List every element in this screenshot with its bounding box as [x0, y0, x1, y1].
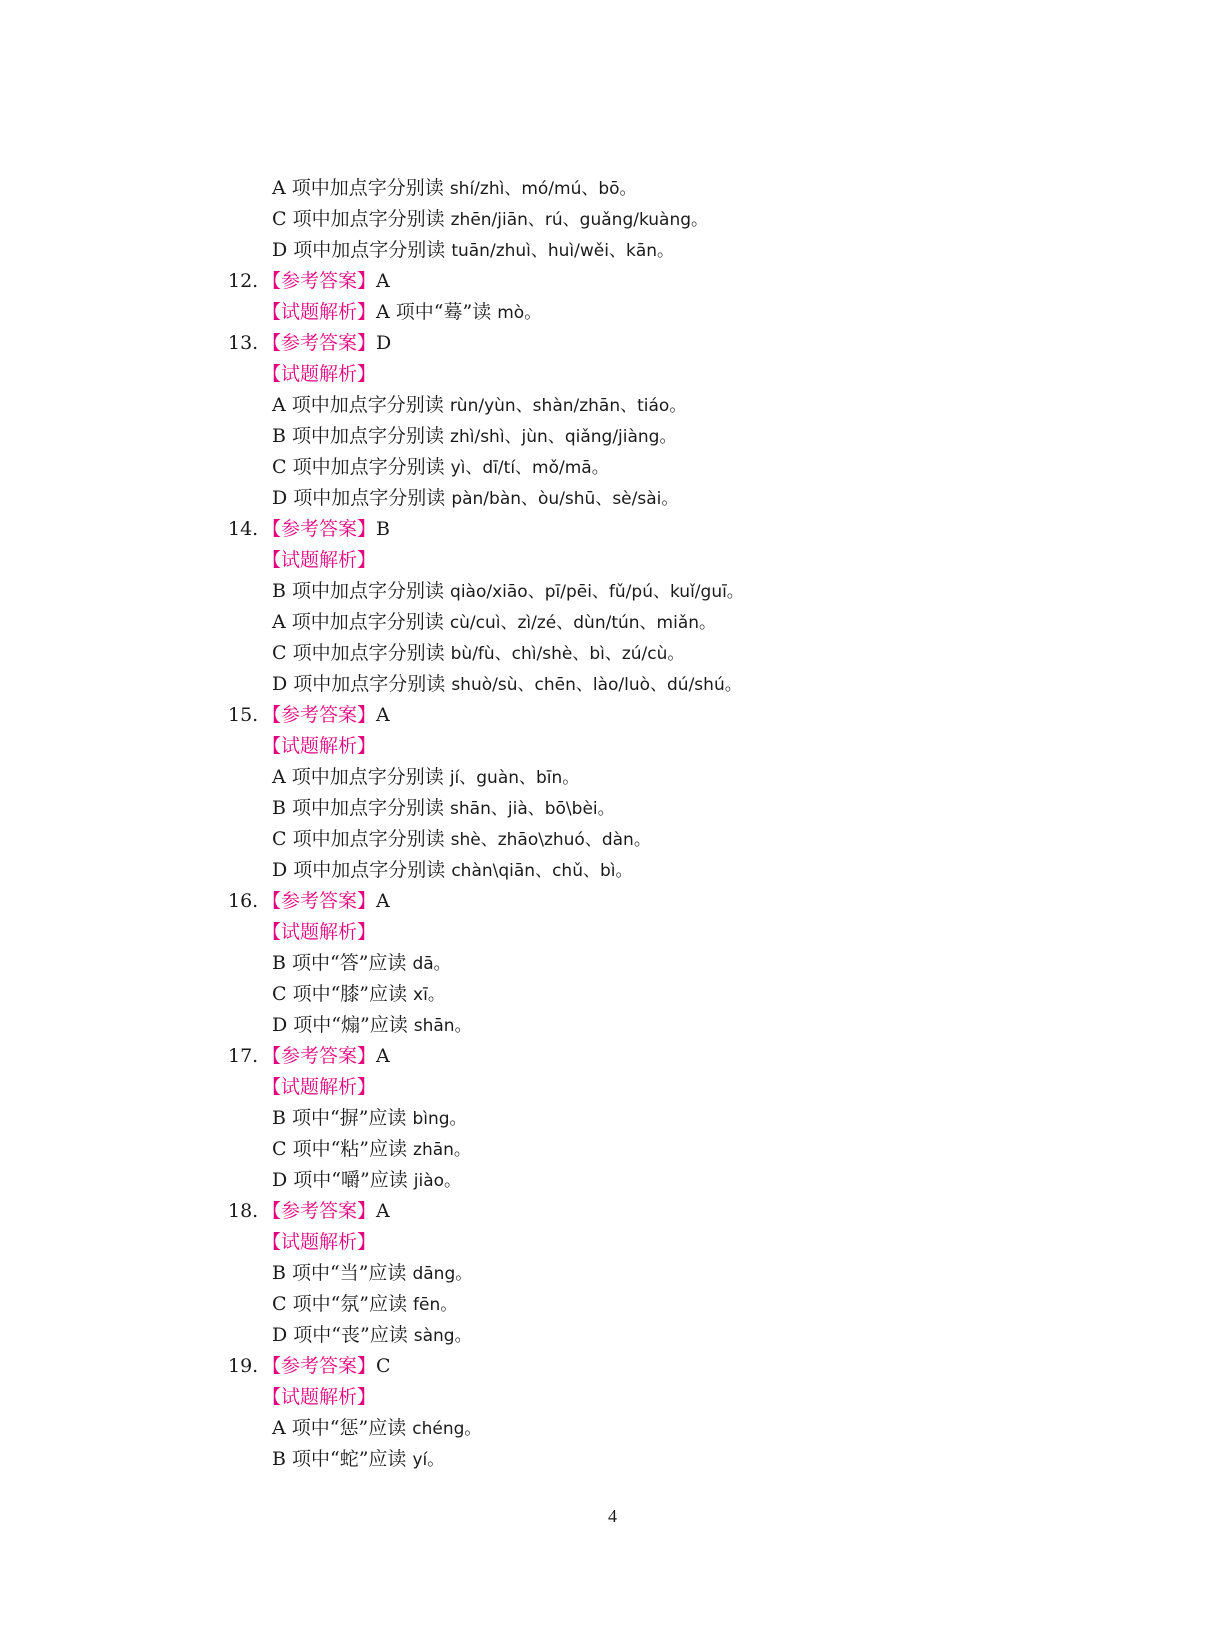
analysis-text: A 项中“蓦”读	[376, 301, 498, 323]
answer-choice: A	[376, 1045, 390, 1067]
question-number: 12.	[228, 270, 259, 292]
explanation-line	[272, 765, 579, 790]
explanation-line	[272, 238, 674, 263]
option-text: C 项中“氛”应读	[272, 1293, 414, 1315]
pinyin-text: zhēn/jiān、rú、guǎng/kuàng。	[450, 210, 709, 230]
pinyin-text: sàng。	[413, 1326, 472, 1346]
analysis-label: 【试题解析】	[262, 301, 377, 323]
question-number: 18.	[228, 1200, 259, 1222]
explanation-line	[272, 827, 651, 852]
explanation-line	[272, 455, 609, 480]
analysis-label: 【试题解析】	[262, 549, 377, 571]
analysis-line	[262, 920, 376, 944]
option-text: C 项中“粘”应读	[272, 1138, 414, 1160]
option-text: C 项中加点字分别读	[272, 456, 451, 478]
pinyin-text: zhān。	[413, 1140, 471, 1160]
option-text: D 项中“嚼”应读	[272, 1169, 414, 1191]
answer-choice: A	[376, 890, 390, 912]
reference-answer-label: 【参考答案】	[262, 1045, 377, 1067]
option-text: A 项中加点字分别读	[272, 766, 450, 788]
question-number: 13.	[228, 332, 259, 354]
pinyin-text: qiào/xiāo、pī/pēi、fǔ/pú、kuǐ/guī。	[450, 582, 744, 602]
pinyin-text: jí、guàn、bīn。	[449, 768, 580, 788]
analysis-label: 【试题解析】	[262, 735, 377, 757]
explanation-line	[272, 579, 744, 604]
option-text: B 项中加点字分别读	[272, 580, 451, 602]
pinyin-text: shān。	[413, 1016, 472, 1036]
question-number: 17.	[228, 1045, 259, 1067]
analysis-label: 【试题解析】	[262, 1386, 377, 1408]
answer-line	[228, 703, 390, 727]
reference-answer-label: 【参考答案】	[262, 518, 377, 540]
option-text: B 项中“摒”应读	[272, 1107, 413, 1129]
pinyin-text: shuò/sù、chēn、lào/luò、dú/shú。	[451, 675, 742, 695]
option-text: D 项中“煽”应读	[272, 1014, 414, 1036]
analysis-label: 【试题解析】	[262, 1076, 377, 1098]
explanation-line	[272, 641, 684, 666]
pinyin-text: bìng。	[412, 1109, 467, 1129]
analysis-line	[262, 1385, 376, 1409]
option-text: D 项中加点字分别读	[272, 859, 452, 881]
answer-choice: A	[376, 704, 390, 726]
answer-line	[228, 517, 390, 541]
explanation-line	[272, 796, 615, 821]
explanation-line	[272, 1137, 471, 1162]
answer-choice: D	[376, 332, 392, 354]
pinyin-text: shí/zhì、mó/mú、bō。	[449, 179, 637, 199]
reference-answer-label: 【参考答案】	[262, 890, 377, 912]
option-text: C 项中“膝”应读	[272, 983, 414, 1005]
explanation-line	[272, 207, 708, 232]
option-text: A 项中加点字分别读	[272, 394, 450, 416]
analysis-line	[262, 548, 376, 572]
page-number: 4	[608, 1506, 617, 1526]
pinyin-text: rùn/yùn、shàn/zhān、tiáo。	[449, 396, 687, 416]
explanation-line	[272, 1261, 472, 1286]
option-text: D 项中“丧”应读	[272, 1324, 414, 1346]
option-text: B 项中“答”应读	[272, 952, 413, 974]
explanation-line	[272, 486, 678, 511]
option-text: A 项中“惩”应读	[272, 1417, 413, 1439]
option-text: B 项中加点字分别读	[272, 425, 451, 447]
explanation-line	[272, 1323, 472, 1348]
analysis-line	[262, 362, 376, 386]
explanation-line	[272, 393, 686, 418]
explanation-line	[272, 176, 637, 201]
option-text: C 项中加点字分别读	[272, 642, 451, 664]
explanation-line	[272, 672, 742, 697]
pinyin-text: pàn/bàn、òu/shū、sè/sài。	[451, 489, 679, 509]
option-text: D 项中加点字分别读	[272, 673, 452, 695]
reference-answer-label: 【参考答案】	[262, 270, 377, 292]
pinyin-text: bù/fù、chì/shè、bì、zú/cù。	[450, 644, 685, 664]
analysis-label: 【试题解析】	[262, 1231, 377, 1253]
analysis-line	[262, 1075, 376, 1099]
explanation-line	[272, 1013, 472, 1038]
explanation-line	[272, 858, 632, 883]
pinyin-text: mò。	[497, 303, 542, 323]
question-number: 16.	[228, 890, 259, 912]
explanation-line	[272, 1447, 444, 1472]
pinyin-text: chéng。	[412, 1419, 482, 1439]
answer-choice: B	[376, 518, 390, 540]
pinyin-text: chàn\qiān、chǔ、bì。	[451, 861, 633, 881]
question-number: 15.	[228, 704, 259, 726]
explanation-line	[272, 982, 445, 1007]
option-text: B 项中“当”应读	[272, 1262, 413, 1284]
answer-line	[228, 1044, 390, 1068]
answer-choice: A	[376, 270, 390, 292]
reference-answer-label: 【参考答案】	[262, 1200, 377, 1222]
option-text: A 项中加点字分别读	[272, 611, 450, 633]
answer-line	[228, 269, 390, 293]
pinyin-text: cù/cuì、zì/zé、dùn/tún、miǎn。	[449, 613, 717, 633]
explanation-line	[272, 951, 451, 976]
option-text: C 项中加点字分别读	[272, 208, 451, 230]
pinyin-text: shān、jià、bō\bèi。	[450, 799, 615, 819]
explanation-line	[272, 1292, 457, 1317]
answer-choice: C	[376, 1355, 391, 1377]
option-text: A 项中加点字分别读	[272, 177, 450, 199]
explanation-line	[272, 424, 676, 449]
analysis-line	[262, 734, 376, 758]
option-text: D 项中加点字分别读	[272, 239, 452, 261]
pinyin-text: yì、dī/tí、mǒ/mā。	[450, 458, 609, 478]
pinyin-text: jiào。	[413, 1171, 462, 1191]
pinyin-text: shè、zhāo\zhuó、dàn。	[450, 830, 651, 850]
question-number: 14.	[228, 518, 259, 540]
explanation-line	[272, 610, 716, 635]
pinyin-text: yí。	[412, 1450, 445, 1470]
option-text: B 项中加点字分别读	[272, 797, 451, 819]
reference-answer-label: 【参考答案】	[262, 332, 377, 354]
analysis-line	[262, 300, 541, 325]
explanation-line	[272, 1106, 467, 1131]
answer-line	[228, 1354, 391, 1378]
answer-line	[228, 889, 390, 913]
explanation-line	[272, 1168, 461, 1193]
answer-line	[228, 1199, 390, 1223]
option-text: D 项中加点字分别读	[272, 487, 452, 509]
analysis-line	[262, 1230, 376, 1254]
analysis-label: 【试题解析】	[262, 363, 377, 385]
reference-answer-label: 【参考答案】	[262, 1355, 377, 1377]
pinyin-text: dā。	[412, 954, 451, 974]
option-text: B 项中“蛇”应读	[272, 1448, 413, 1470]
answer-line	[228, 331, 391, 355]
answer-choice: A	[376, 1200, 390, 1222]
pinyin-text: xī。	[413, 985, 445, 1005]
explanation-line	[272, 1416, 481, 1441]
question-number: 19.	[228, 1355, 259, 1377]
pinyin-text: dāng。	[412, 1264, 473, 1284]
reference-answer-label: 【参考答案】	[262, 704, 377, 726]
analysis-label: 【试题解析】	[262, 921, 377, 943]
option-text: C 项中加点字分别读	[272, 828, 451, 850]
pinyin-text: tuān/zhuì、huì/wěi、kān。	[451, 241, 675, 261]
pinyin-text: zhì/shì、jùn、qiǎng/jiàng。	[450, 427, 677, 447]
pinyin-text: fēn。	[413, 1295, 458, 1315]
